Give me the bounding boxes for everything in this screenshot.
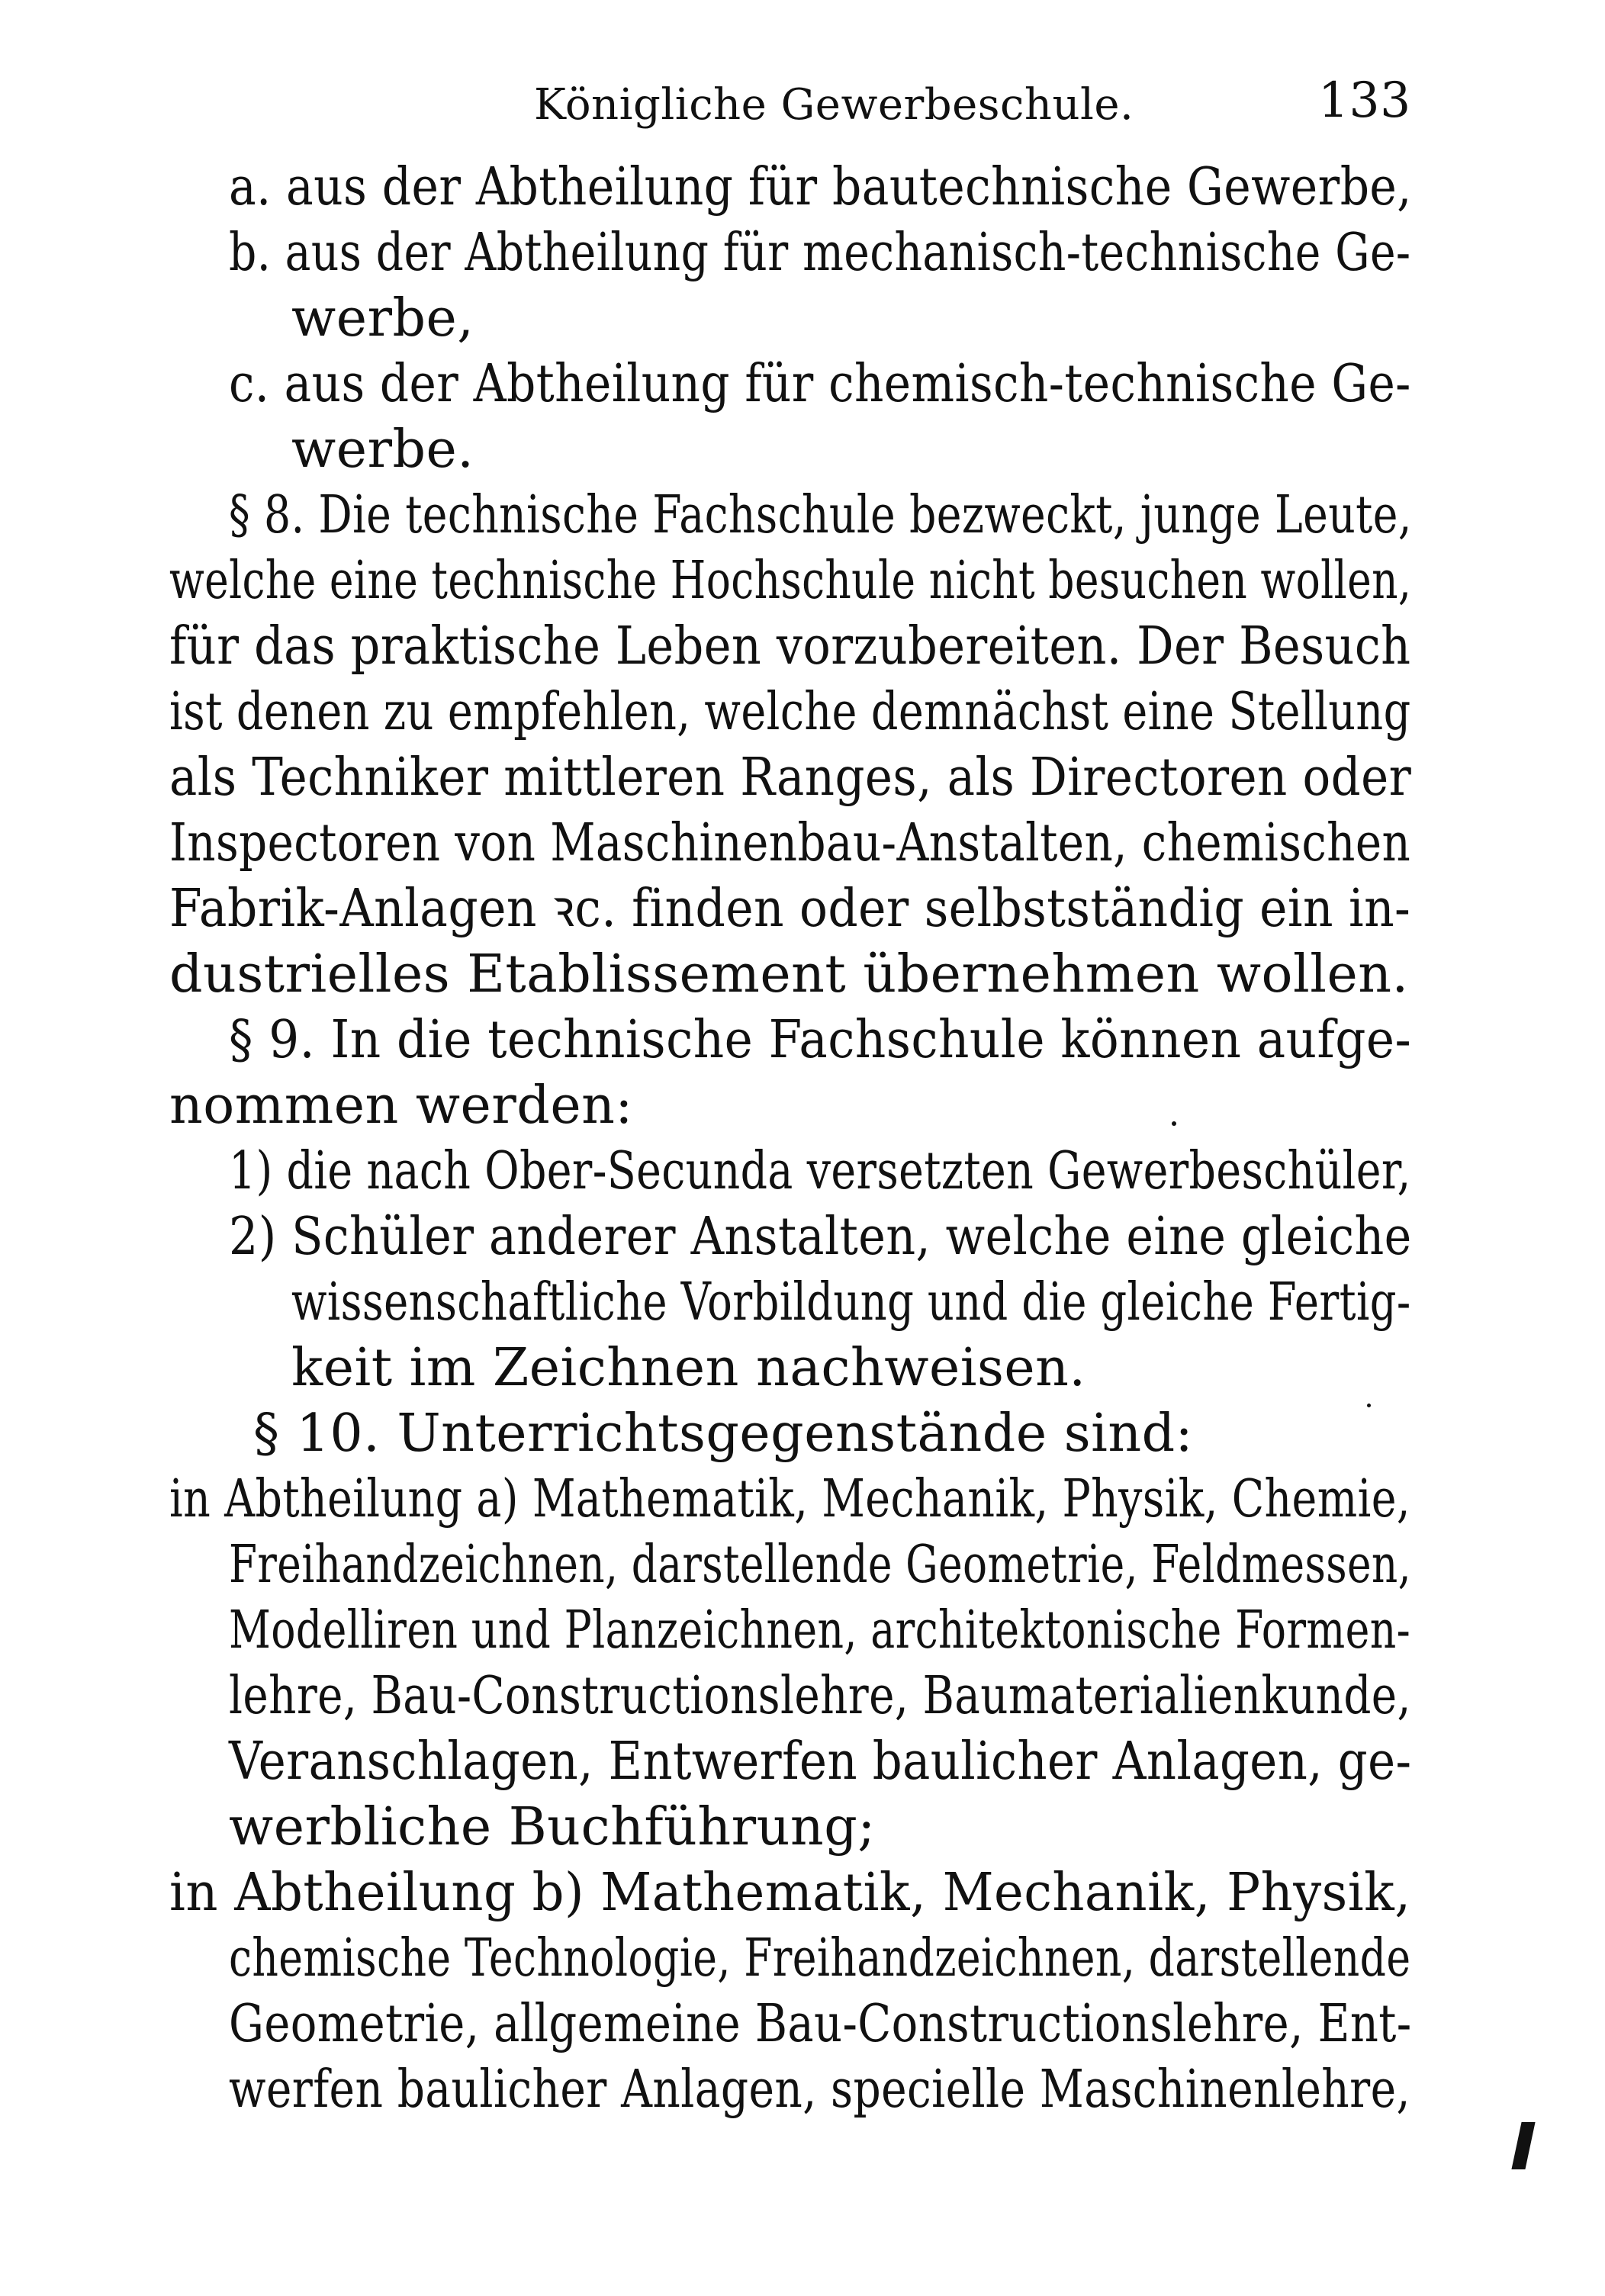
- paragraph-9-item-2-continued: keit im Zeichnen nachweisen.: [291, 1338, 1086, 1398]
- ink-speck: [1367, 1404, 1371, 1407]
- paragraph-10-line: werfen baulicher Anlagen, specielle Maschinenlehre,: [229, 2060, 1410, 2120]
- paragraph-10-line: in Abtheilung b) Mathematik, Mechanik, Physik,: [169, 1863, 1411, 1923]
- paragraph-9-item-1: 1) die nach Ober-Secunda versetzten Gewerbeschüler,: [229, 1141, 1411, 1201]
- paragraph-10-heading: § 10. Unterrichtsgegenstände sind:: [253, 1404, 1194, 1464]
- paragraph-10-line: in Abtheilung a) Mathematik, Mechanik, Physik, Chemie,: [169, 1469, 1410, 1529]
- list-item-c: c. aus der Abtheilung für chemisch-technische Ge-: [229, 354, 1411, 414]
- paragraph-8-line: für das praktische Leben vorzubereiten. Der Besuch: [169, 616, 1411, 677]
- paragraph-9-line: § 9. In die technische Fachschule können aufge-: [229, 1010, 1412, 1070]
- page-number: 133: [1318, 72, 1411, 129]
- paragraph-10-line: Veranschlagen, Entwerfen baulicher Anlagen, ge-: [229, 1732, 1412, 1792]
- paragraph-10-line: Modelliren und Planzeichnen, architektonische Formen-: [229, 1600, 1411, 1661]
- ink-speck: [1172, 1121, 1176, 1126]
- paragraph-10-line: Freihandzeichnen, darstellende Geometrie, Feldmessen,: [229, 1535, 1411, 1595]
- paragraph-9-line: nommen werden:: [169, 1076, 633, 1136]
- list-item-b-continued: werbe,: [291, 288, 474, 349]
- paragraph-8-line: ist denen zu empfehlen, welche demnächst eine Stellung: [169, 682, 1411, 742]
- header-title: Königliche Gewerbeschule.: [534, 80, 1134, 130]
- paragraph-8-line: § 8. Die technische Fachschule bezweckt, junge Leute,: [229, 485, 1412, 545]
- ink-speck: [1511, 2122, 1535, 2169]
- paragraph-8-line: als Techniker mittleren Ranges, als Directoren oder: [169, 748, 1412, 808]
- list-item-b: b. aus der Abtheilung für mechanisch-technische Ge-: [229, 223, 1411, 283]
- paragraph-8-line: Inspectoren von Maschinenbau-Anstalten, chemischen: [169, 813, 1411, 873]
- paragraph-9-item-2-continued: wissenschaftliche Vorbildung und die gleiche Fertig-: [291, 1272, 1411, 1333]
- paragraph-10-line: werbliche Buchführung;: [229, 1797, 876, 1857]
- list-item-c-continued: werbe.: [291, 420, 474, 480]
- paragraph-10-line: Geometrie, allgemeine Bau-Constructionslehre, Ent-: [229, 1994, 1412, 2054]
- paragraph-8-line: welche eine technische Hochschule nicht besuchen wollen,: [169, 551, 1412, 611]
- paragraph-10-line: chemische Technologie, Freihandzeichnen, darstellende: [229, 1928, 1411, 1989]
- paragraph-10-line: lehre, Bau-Constructionslehre, Baumaterialienkunde,: [229, 1666, 1411, 1726]
- paragraph-8-line: Fabrik-Anlagen ꝛc. finden oder selbstständig ein in-: [169, 879, 1411, 939]
- paragraph-9-item-2: 2) Schüler anderer Anstalten, welche eine gleiche: [229, 1207, 1412, 1267]
- list-item-a: a. aus der Abtheilung für bautechnische Gewerbe,: [229, 157, 1412, 217]
- paragraph-8-line: dustrielles Etablissement übernehmen wollen.: [169, 944, 1409, 1005]
